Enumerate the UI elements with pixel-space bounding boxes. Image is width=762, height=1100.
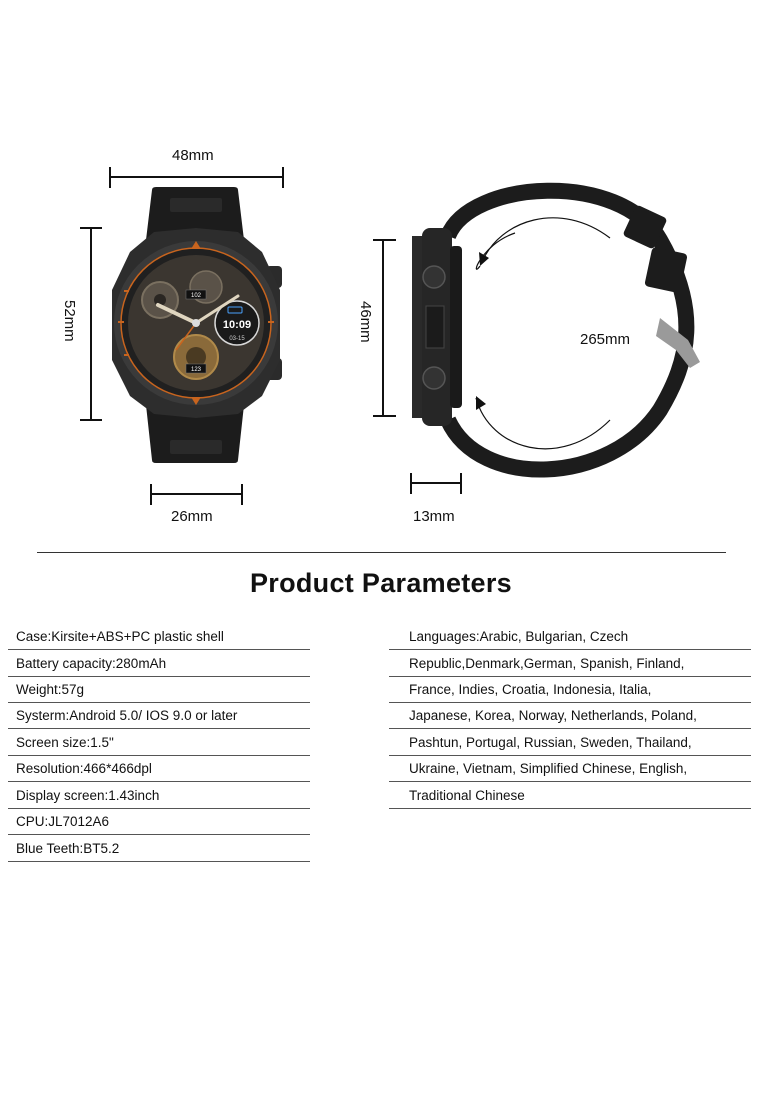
watch-side-view [412, 191, 700, 470]
languages-line: Pashtun, Portugal, Russian, Sweden, Thailand, [389, 730, 751, 756]
product-dimension-drawing [0, 0, 762, 540]
languages-line: Languages:Arabic, Bulgarian, Czech [389, 624, 751, 650]
param-resolution: Resolution:466*466dpl [8, 756, 310, 782]
side-height-dimension-line [373, 240, 396, 416]
case-height-label: 52mm [61, 300, 78, 342]
watch-date-text: 03-15 [229, 336, 245, 342]
param-cpu: CPU:JL7012A6 [8, 809, 310, 835]
thickness-label: 13mm [413, 508, 455, 525]
param-screen-size: Screen size:1.5" [8, 730, 310, 756]
languages-line: Republic,Denmark,German, Spanish, Finland, [389, 651, 751, 677]
side-height-label: 46mm [357, 301, 374, 343]
languages-line: Ukraine, Vietnam, Simplified Chinese, English, [389, 756, 751, 782]
case-width-label: 48mm [172, 147, 214, 164]
watch-bottom-value: 123 [190, 367, 202, 373]
watch-top-value: 102 [190, 293, 202, 299]
thickness-dimension-line [411, 473, 461, 494]
param-system: Systerm:Android 5.0/ IOS 9.0 or later [8, 703, 310, 729]
case-height-dimension-line [80, 228, 102, 420]
languages-line: France, Indies, Croatia, Indonesia, Italia, [389, 677, 751, 703]
watch-time-text: 10:09 [222, 319, 252, 331]
param-display-screen: Display screen:1.43inch [8, 783, 310, 809]
strap-width-dimension-line [151, 484, 242, 505]
param-case: Case:Kirsite+ABS+PC plastic shell [8, 624, 310, 650]
strap-length-label: 265mm [580, 331, 631, 348]
case-width-dimension-line [110, 167, 283, 188]
param-weight: Weight:57g [8, 677, 310, 703]
param-bluetooth: Blue Teeth:BT5.2 [8, 836, 310, 862]
page-title: Product Parameters [249, 568, 512, 598]
languages-line: Japanese, Korea, Norway, Netherlands, Poland, [389, 703, 751, 729]
param-battery: Battery capacity:280mAh [8, 651, 310, 677]
watch-front-view [112, 187, 282, 463]
section-divider [37, 552, 726, 553]
strap-width-label: 26mm [171, 508, 213, 525]
languages-line: Traditional Chinese [389, 783, 751, 809]
